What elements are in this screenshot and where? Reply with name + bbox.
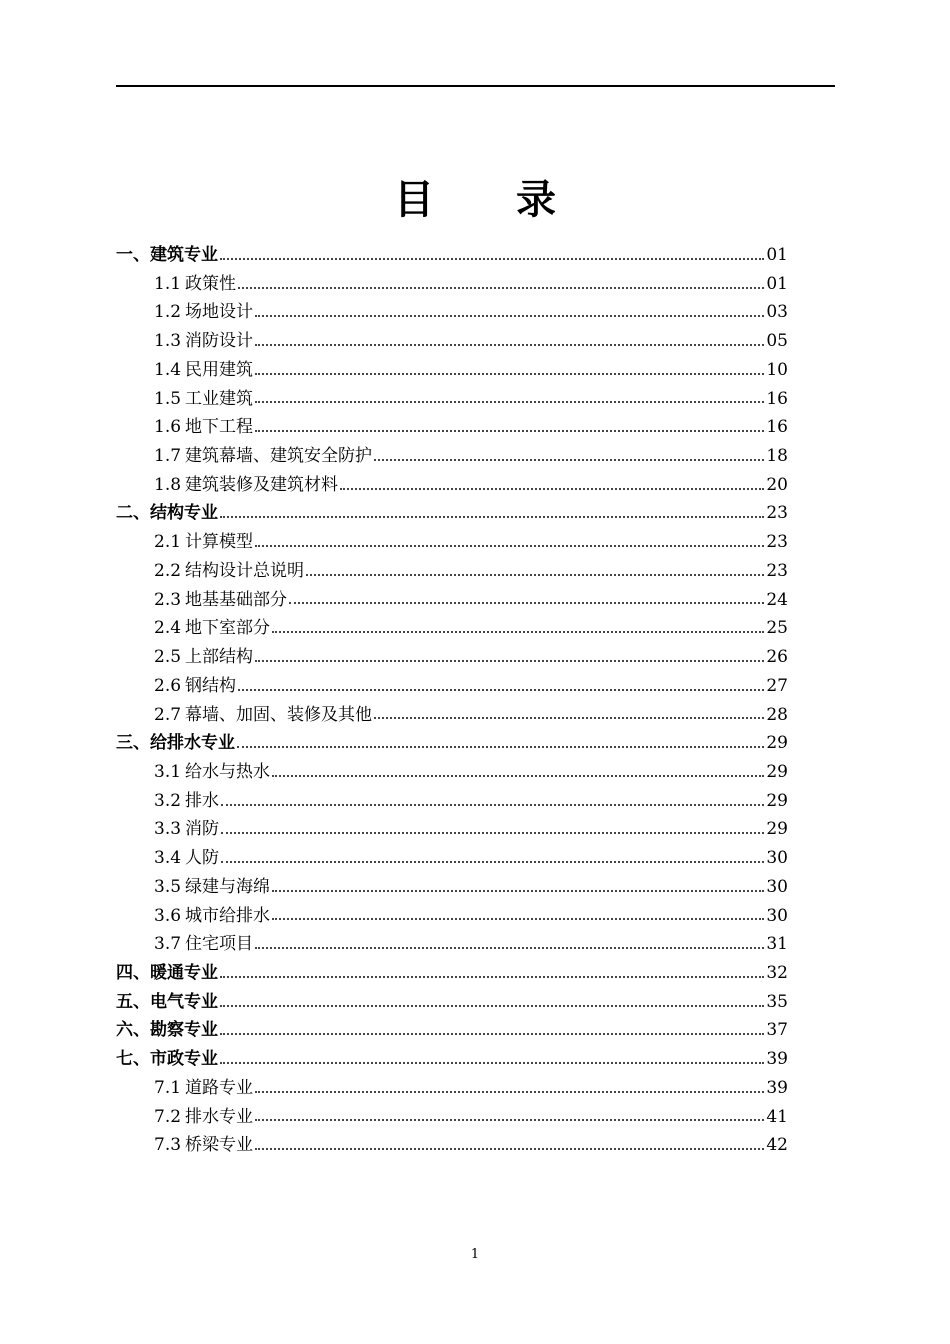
toc-subsection-entry[interactable]	[116, 586, 788, 615]
toc-entry-title: 二、结构专业	[116, 503, 218, 524]
toc-entry-number: 3.6	[154, 905, 182, 926]
toc-entry-number: 7.1	[154, 1077, 182, 1098]
toc-entry-title: 三、给排水专业	[116, 733, 235, 754]
toc-entry-number: 7.2	[154, 1106, 182, 1127]
toc-entry-title: 消防	[185, 819, 220, 840]
toc-entry-page: 24	[766, 589, 788, 610]
dot-leader	[238, 286, 764, 289]
toc-entry-title: 给水与热水	[185, 761, 271, 782]
dot-leader	[255, 314, 764, 317]
toc-entry-page: 16	[766, 417, 788, 438]
toc-subsection-entry[interactable]	[116, 815, 788, 844]
dot-leader	[272, 917, 764, 920]
dot-leader	[220, 515, 764, 518]
toc-section-entry[interactable]	[116, 1016, 788, 1045]
toc-entry-title: 道路专业	[185, 1077, 254, 1098]
dot-leader	[374, 458, 764, 461]
toc-entry-page: 37	[766, 1020, 788, 1041]
toc-entry-title: 一、建筑专业	[116, 245, 218, 265]
dot-leader	[272, 889, 764, 892]
toc-entry-number: 2.2	[154, 560, 182, 581]
toc-entry-number: 1.1	[154, 273, 182, 294]
toc-entry-title: 七、市政专业	[116, 1049, 218, 1070]
toc-entry-number: 2.6	[154, 675, 182, 696]
toc-entry-number: 3.7	[154, 934, 182, 955]
toc-entry-page: 03	[766, 302, 788, 323]
toc-subsection-entry[interactable]	[116, 643, 788, 672]
toc-entry-page: 41	[766, 1106, 788, 1127]
toc-entry-number: 3.5	[154, 876, 182, 897]
toc-subsection-entry[interactable]	[116, 672, 788, 701]
toc-entry-title: 六、勘察专业	[116, 1020, 218, 1041]
toc-entry-page: 26	[766, 647, 788, 668]
toc-entry-page: 18	[766, 446, 788, 467]
toc-entry-page: 39	[766, 1049, 788, 1070]
dot-leader	[221, 803, 764, 806]
toc-section-entry[interactable]	[116, 1045, 788, 1074]
toc-subsection-entry[interactable]	[116, 327, 788, 356]
toc-entry-number: 2.7	[154, 704, 182, 725]
dot-leader	[220, 257, 764, 260]
dot-leader	[306, 573, 764, 576]
toc-subsection-entry[interactable]	[116, 442, 788, 471]
toc-subsection-entry[interactable]	[116, 930, 788, 959]
toc-entry-page: 27	[766, 675, 788, 696]
toc-entry-title: 上部结构	[185, 647, 254, 668]
dot-leader	[255, 1147, 764, 1150]
table-of-contents	[116, 241, 788, 1160]
toc-entry-page: 31	[766, 934, 788, 955]
dot-leader	[255, 544, 764, 547]
dot-leader	[221, 860, 764, 863]
toc-entry-page: 01	[766, 273, 788, 294]
toc-entry-page: 30	[766, 905, 788, 926]
toc-section-entry[interactable]	[116, 729, 788, 758]
toc-entry-page: 10	[766, 359, 788, 380]
toc-entry-number: 7.3	[154, 1135, 182, 1156]
dot-leader	[289, 601, 764, 604]
page-number: 1	[470, 1247, 480, 1262]
toc-entry-page: 42	[766, 1135, 788, 1156]
toc-entry-page: 25	[766, 618, 788, 639]
toc-entry-page: 39	[766, 1077, 788, 1098]
toc-entry-title: 住宅项目	[185, 934, 254, 955]
toc-subsection-entry[interactable]	[116, 557, 788, 586]
toc-entry-page: 23	[766, 503, 788, 524]
toc-entry-title: 地基基础部分	[185, 589, 288, 610]
toc-entry-title: 排水专业	[185, 1106, 254, 1127]
dot-leader	[272, 774, 764, 777]
dot-leader	[255, 659, 764, 662]
toc-subsection-entry[interactable]	[116, 413, 788, 442]
toc-entry-page: 32	[766, 962, 788, 983]
toc-entry-title: 场地设计	[185, 302, 254, 323]
dot-leader	[220, 1004, 764, 1007]
toc-entry-title: 消防设计	[185, 331, 254, 352]
toc-entry-page: 29	[766, 819, 788, 840]
dot-leader	[272, 630, 764, 633]
toc-entry-number: 1.8	[154, 474, 182, 495]
toc-section-entry[interactable]	[116, 499, 788, 528]
toc-entry-number: 3.2	[154, 790, 182, 811]
toc-entry-number: 1.6	[154, 417, 182, 438]
toc-subsection-entry[interactable]	[116, 614, 788, 643]
toc-entry-page: 30	[766, 848, 788, 869]
toc-entry-title: 计算模型	[185, 532, 254, 553]
toc-entry-title: 民用建筑	[185, 359, 254, 380]
toc-section-entry[interactable]	[116, 959, 788, 988]
toc-subsection-entry[interactable]	[116, 902, 788, 931]
header-rule	[116, 85, 835, 87]
toc-subsection-entry[interactable]	[116, 528, 788, 557]
dot-leader	[255, 946, 764, 949]
toc-entry-title: 桥梁专业	[185, 1135, 254, 1156]
toc-entry-number: 1.3	[154, 331, 182, 352]
toc-entry-title: 四、暖通专业	[116, 962, 218, 983]
toc-entry-title: 幕墙、加固、装修及其他	[185, 704, 373, 725]
toc-entry-title: 地下室部分	[185, 618, 271, 639]
dot-leader	[238, 688, 764, 691]
toc-entry-number: 2.1	[154, 532, 182, 553]
toc-entry-title: 结构设计总说明	[185, 560, 305, 581]
dot-leader	[255, 343, 764, 346]
toc-subsection-entry[interactable]	[116, 873, 788, 902]
toc-entry-title: 五、电气专业	[116, 991, 218, 1012]
dot-leader	[255, 1118, 764, 1121]
toc-entry-number: 1.7	[154, 446, 182, 467]
dot-leader	[220, 1061, 764, 1064]
toc-entry-number: 3.1	[154, 761, 182, 782]
toc-entry-number: 3.4	[154, 848, 182, 869]
dot-leader	[255, 400, 764, 403]
toc-subsection-entry[interactable]	[116, 298, 788, 327]
dot-leader	[255, 372, 764, 375]
toc-entry-page: 23	[766, 532, 788, 553]
toc-entry-title: 建筑装修及建筑材料	[185, 474, 339, 495]
toc-entry-page: 01	[766, 245, 788, 265]
toc-entry-title: 钢结构	[185, 675, 237, 696]
toc-entry-page: 29	[766, 733, 788, 754]
toc-subsection-entry[interactable]	[116, 385, 788, 414]
toc-entry-page: 05	[766, 331, 788, 352]
toc-entry-page: 30	[766, 876, 788, 897]
dot-leader	[221, 831, 764, 834]
toc-entry-title: 绿建与海绵	[185, 876, 271, 897]
toc-entry-number: 1.2	[154, 302, 182, 323]
page-title: 目 录	[394, 177, 590, 223]
dot-leader	[237, 745, 764, 748]
toc-entry-title: 工业建筑	[185, 388, 254, 409]
toc-subsection-entry[interactable]	[116, 701, 788, 730]
toc-subsection-entry[interactable]	[116, 758, 788, 787]
toc-entry-number: 1.4	[154, 359, 182, 380]
dot-leader	[374, 716, 764, 719]
toc-subsection-entry[interactable]	[116, 1103, 788, 1132]
toc-subsection-entry[interactable]	[116, 471, 788, 500]
toc-entry-number: 2.4	[154, 618, 182, 639]
toc-entry-page: 35	[766, 991, 788, 1012]
toc-section-entry[interactable]	[116, 988, 788, 1017]
toc-subsection-entry[interactable]	[116, 844, 788, 873]
toc-entry-title: 建筑幕墙、建筑安全防护	[185, 446, 373, 467]
toc-subsection-entry[interactable]	[116, 1131, 788, 1160]
toc-entry-title: 排水	[185, 790, 220, 811]
dot-leader	[255, 1090, 764, 1093]
toc-entry-page: 29	[766, 790, 788, 811]
toc-entry-number: 2.5	[154, 647, 182, 668]
toc-subsection-entry[interactable]	[116, 356, 788, 385]
toc-entry-title: 人防	[185, 848, 220, 869]
toc-subsection-entry[interactable]	[116, 1074, 788, 1103]
toc-entry-title: 城市给排水	[185, 905, 271, 926]
toc-subsection-entry[interactable]	[116, 270, 788, 299]
dot-leader	[340, 487, 764, 490]
toc-subsection-entry[interactable]	[116, 787, 788, 816]
toc-entry-page: 23	[766, 560, 788, 581]
toc-entry-number: 3.3	[154, 819, 182, 840]
dot-leader	[255, 429, 764, 432]
toc-section-entry[interactable]	[116, 241, 788, 270]
toc-entry-page: 20	[766, 474, 788, 495]
toc-entry-title: 政策性	[185, 273, 237, 294]
toc-entry-page: 29	[766, 761, 788, 782]
toc-entry-title: 地下工程	[185, 417, 254, 438]
toc-entry-page: 16	[766, 388, 788, 409]
dot-leader	[220, 1032, 764, 1035]
toc-entry-number: 1.5	[154, 388, 182, 409]
toc-entry-page: 28	[766, 704, 788, 725]
toc-entry-number: 2.3	[154, 589, 182, 610]
dot-leader	[220, 975, 764, 978]
